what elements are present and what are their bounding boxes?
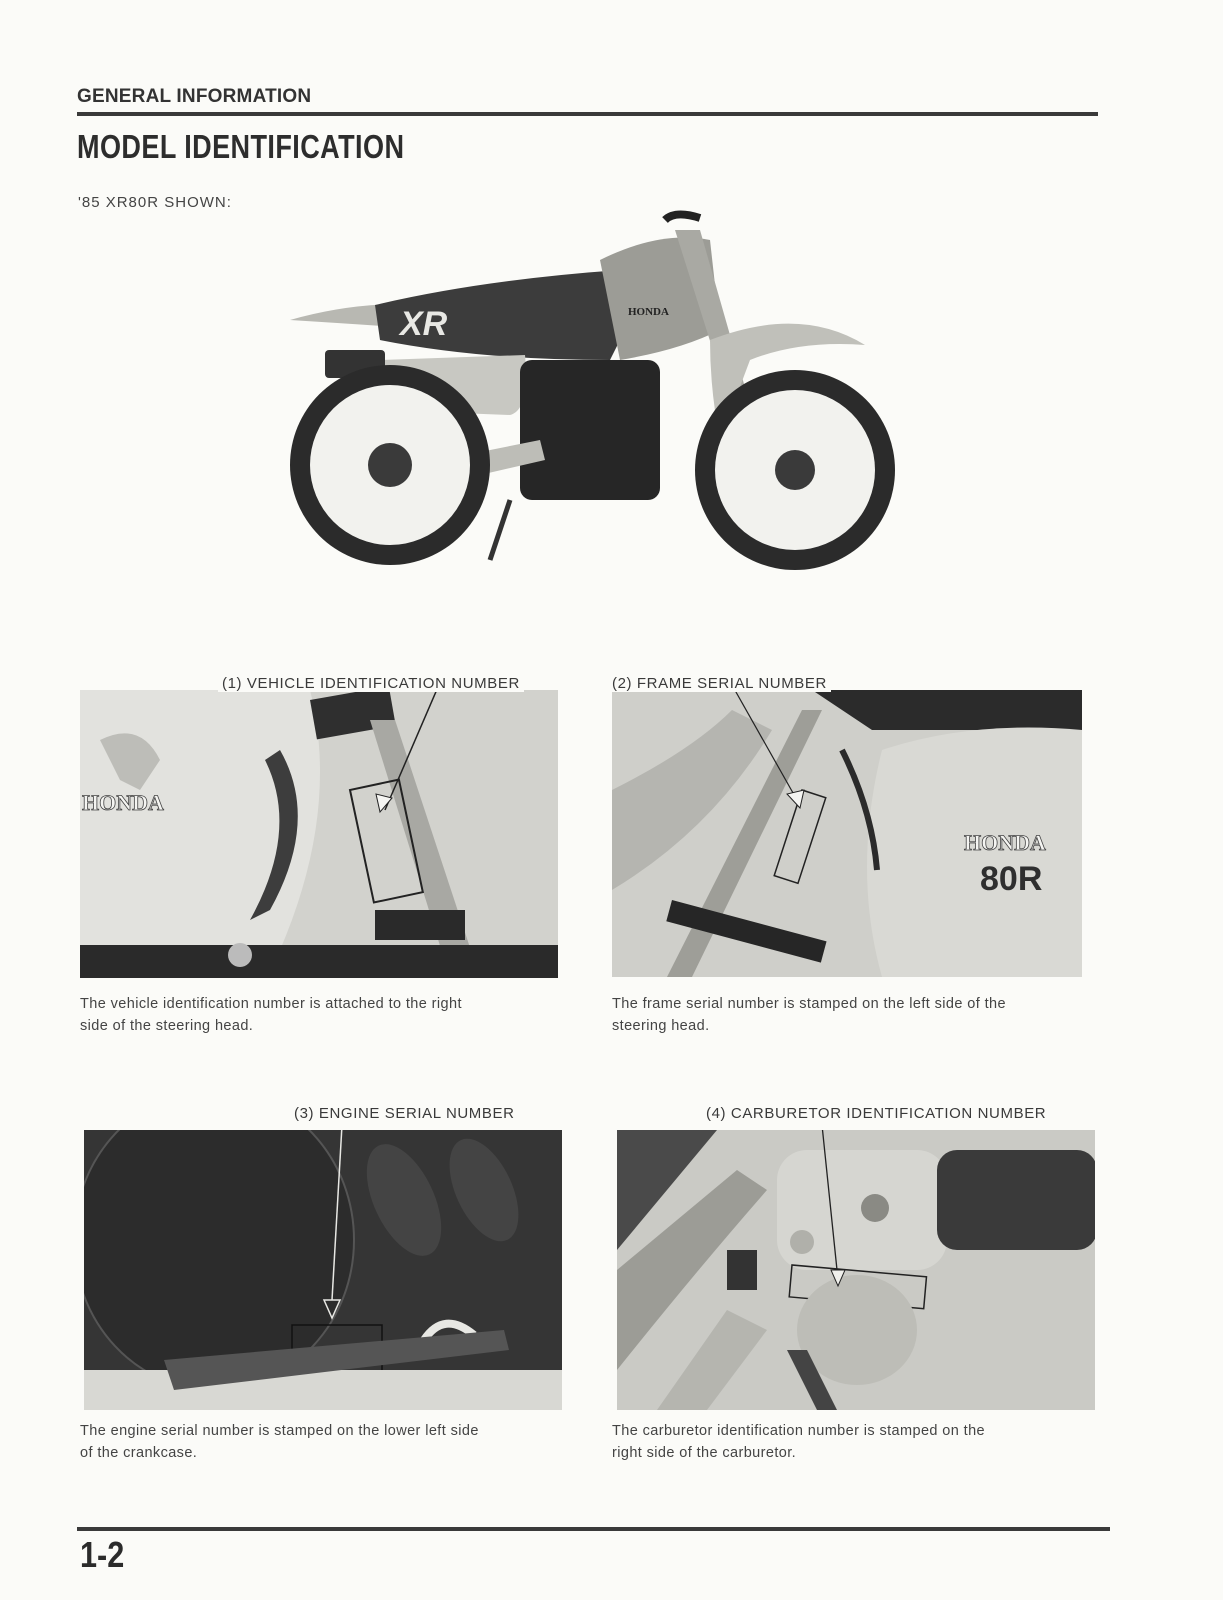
carburetor-photo xyxy=(617,1130,1095,1410)
vin-callout: (1) VEHICLE IDENTIFICATION NUMBER xyxy=(218,675,524,692)
frame-serial-callout: (2) FRAME SERIAL NUMBER xyxy=(608,675,831,692)
80r-decal: 80R xyxy=(980,860,1043,898)
frame-serial-caption: The frame serial number is stamped on the left side of the steering head. xyxy=(612,996,1006,1034)
svg-text:HONDA: HONDA xyxy=(628,306,669,318)
vin-caption: The vehicle identification number is attached to the right side of the steering head. xyxy=(80,996,462,1034)
model-note: '85 XR80R SHOWN: xyxy=(78,194,232,211)
vin-photo xyxy=(80,690,558,978)
header-rule xyxy=(77,112,1098,116)
xr-decal: XR xyxy=(400,305,448,343)
honda-decal: HONDA xyxy=(82,790,164,815)
page-title: MODEL IDENTIFICATION xyxy=(77,128,405,165)
engine-serial-callout: (3) ENGINE SERIAL NUMBER xyxy=(290,1105,519,1122)
engine-serial-photo xyxy=(84,1130,562,1410)
carburetor-caption: The carburetor identification number is stamped on the right side of the carburetor. xyxy=(612,1423,986,1461)
svg-text:HONDA: HONDA xyxy=(964,830,1046,855)
engine-serial-caption: The engine serial number is stamped on the lower left side of the crankcase. xyxy=(80,1423,479,1461)
section-label: GENERAL INFORMATION xyxy=(77,86,312,107)
footer-rule xyxy=(77,1527,1110,1531)
frame-serial-photo xyxy=(612,690,1082,977)
motorcycle-photo xyxy=(280,210,920,590)
carburetor-callout: (4) CARBURETOR IDENTIFICATION NUMBER xyxy=(702,1105,1050,1122)
page-number: 1-2 xyxy=(80,1534,125,1575)
